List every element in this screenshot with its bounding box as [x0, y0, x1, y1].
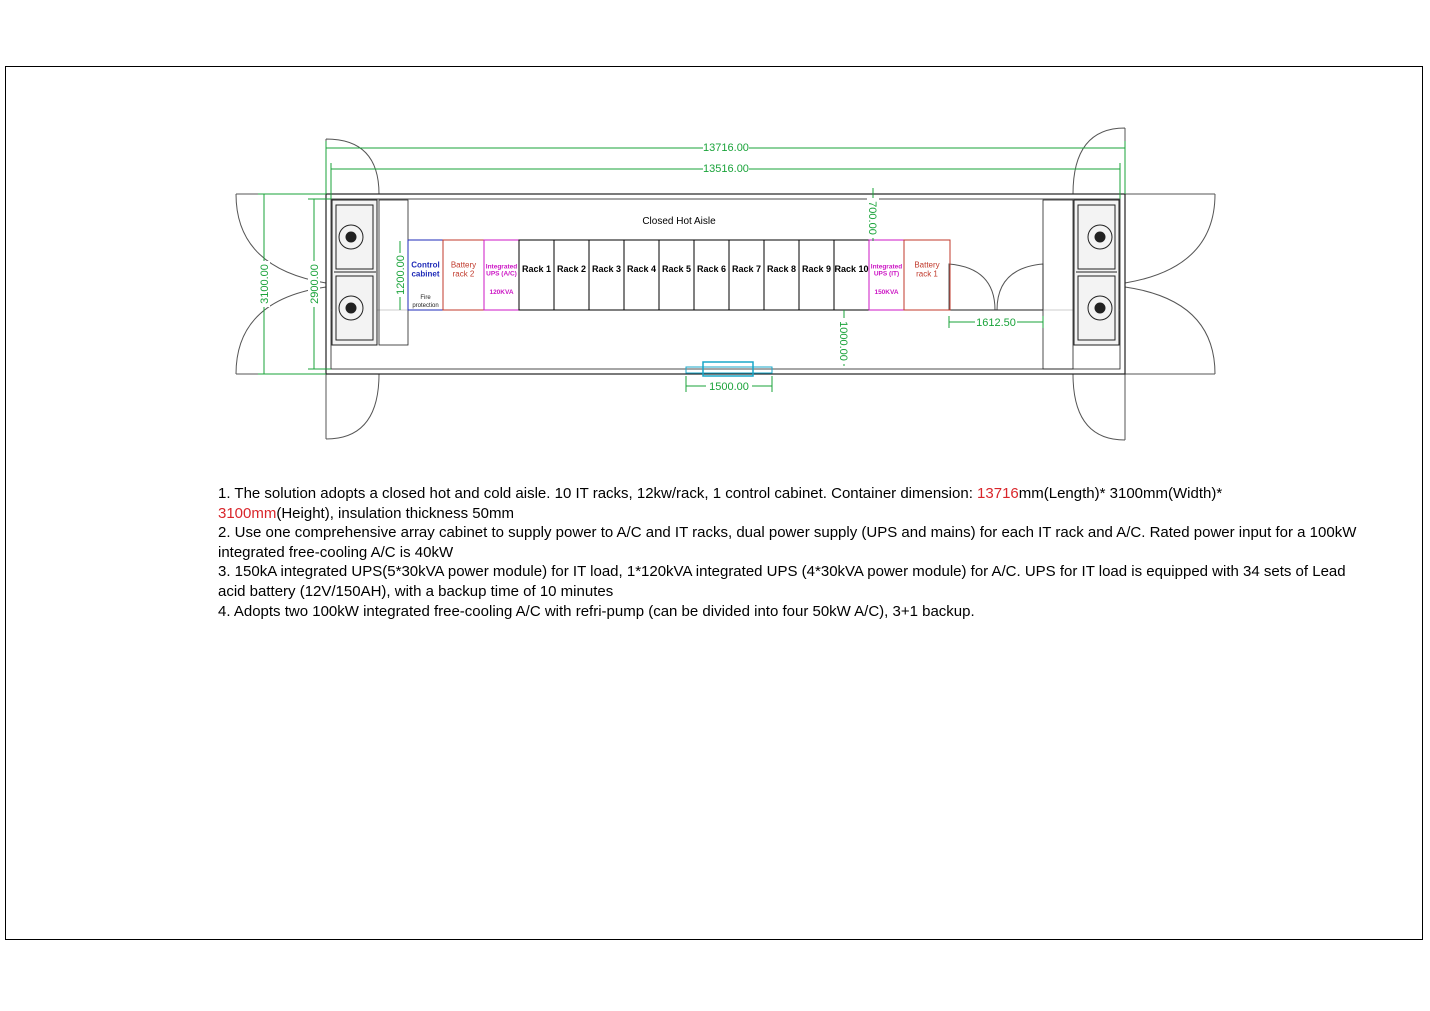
cabinet-label: UPS (IT)	[873, 270, 900, 278]
cabinet-label: Rack 7	[731, 264, 762, 274]
cabinet-label: Rack 8	[766, 264, 797, 274]
cabinet-label: Integrated	[870, 263, 903, 271]
container-height: 3100mm	[218, 504, 277, 522]
cabinet-control-cabinet	[408, 240, 443, 310]
notes	[218, 484, 1368, 621]
cabinet-outline	[659, 240, 694, 310]
cabinet-label: Battery	[450, 260, 477, 270]
cabinet-label: Integrated	[485, 263, 518, 271]
cabinet-label: cabinet	[411, 269, 440, 279]
cabinet-label: Rack 5	[661, 264, 692, 274]
cabinet-label: Rack 2	[556, 264, 587, 274]
cabinet-outline	[694, 240, 729, 310]
cabinet-rack-10	[834, 240, 869, 310]
cabinet-row	[408, 240, 950, 310]
dim-overall-length: 13716.00	[703, 142, 749, 154]
dim-rack-depth: 1200.00	[395, 255, 407, 295]
cabinet-label: Rack 1	[521, 264, 552, 274]
note-2: 2. Use one comprehensive array cabinet to supply power to A/C and IT racks, dual power supply (UPS and mains) for each IT rack and A/C. Rated power input for a 100kW integrated free-cooling A/C is 40kW	[218, 524, 1357, 561]
cabinet-outline	[799, 240, 834, 310]
container-outline	[326, 194, 1125, 374]
cabinet-label: UPS (A/C)	[486, 270, 517, 278]
cabinet-label: Control	[411, 260, 440, 270]
cabinet-integrated-ups-a-c	[484, 240, 519, 310]
dim-overall-width: 3100.00	[259, 264, 271, 304]
dim-cold-aisle: 1000.00	[837, 321, 849, 361]
cabinet-label: rack 1	[916, 269, 938, 279]
cabinet-outline	[624, 240, 659, 310]
note-1: 1. The solution adopts a closed hot and cold aisle. 10 IT racks, 12kw/rack, 1 control cabinet. Container dimension: 13716mm(Length)* 3100mm(Width)* 3100mm(Height), insulation thickness 50mm	[218, 485, 1223, 522]
cabinet-rack-6	[694, 240, 729, 310]
cabinet-outline	[764, 240, 799, 310]
container-length: 13716	[977, 485, 1019, 502]
dim-inner-length: 13516.00	[703, 163, 749, 175]
side-door-frame	[686, 367, 772, 373]
cabinet-rack-7	[729, 240, 764, 310]
cabinet-rack-4	[624, 240, 659, 310]
cabinet-rack-2	[554, 240, 589, 310]
cabinet-label: Rack 3	[591, 264, 622, 274]
cabinet-label: Rack 4	[626, 264, 657, 274]
cabinet-battery-rack-2	[443, 240, 484, 310]
cabinet-rack-3	[589, 240, 624, 310]
note-4: 4. Adopts two 100kW integrated free-cooling A/C with refri-pump (can be divided into four 50kW A/C), 3+1 backup.	[218, 602, 975, 620]
dim-side-door: 1500.00	[709, 381, 749, 393]
cabinet-label: Rack 10	[834, 264, 869, 274]
cabinet-rack-1	[519, 240, 554, 310]
note-3: 3. 150kA integrated UPS(5*30kVA power module) for IT load, 1*120kVA integrated UPS (4*30kVA power module) for A/C. UPS for IT load is equipped with 34 sets of Lead acid battery (12V/150AH), with a backup time of 10 minutes	[218, 563, 1346, 600]
dim-right-room: 1612.50	[976, 317, 1016, 329]
cabinet-outline	[554, 240, 589, 310]
cabinet-outline	[589, 240, 624, 310]
cabinet-sublabel: 150KVA	[874, 289, 899, 296]
cabinet-label: Battery	[914, 260, 940, 270]
cabinet-sublabel: protection	[412, 303, 439, 309]
cabinet-label: rack 2	[452, 269, 475, 279]
floor-plan	[0, 0, 1430, 470]
cabinet-rack-5	[659, 240, 694, 310]
cabinet-sublabel: 120KVA	[489, 289, 514, 296]
aisle-label: Closed Hot Aisle	[642, 216, 716, 227]
cabinet-sublabel: Fire	[420, 295, 431, 301]
cabinet-rack-9	[799, 240, 834, 310]
dim-hot-aisle: 700.00	[866, 201, 878, 235]
cabinet-battery-rack-1	[904, 240, 950, 310]
cabinet-outline	[834, 240, 869, 310]
cabinet-label: Rack 9	[801, 264, 832, 274]
cabinet-rack-8	[764, 240, 799, 310]
dimension-lines	[258, 141, 1125, 392]
cabinet-outline	[729, 240, 764, 310]
cabinet-label: Rack 6	[696, 264, 727, 274]
ac-unit-left	[332, 200, 377, 345]
dim-inner-width: 2900.00	[309, 264, 321, 304]
cabinet-outline	[519, 240, 554, 310]
cabinet-integrated-ups-it	[869, 240, 904, 310]
ac-unit-right	[1074, 200, 1119, 345]
